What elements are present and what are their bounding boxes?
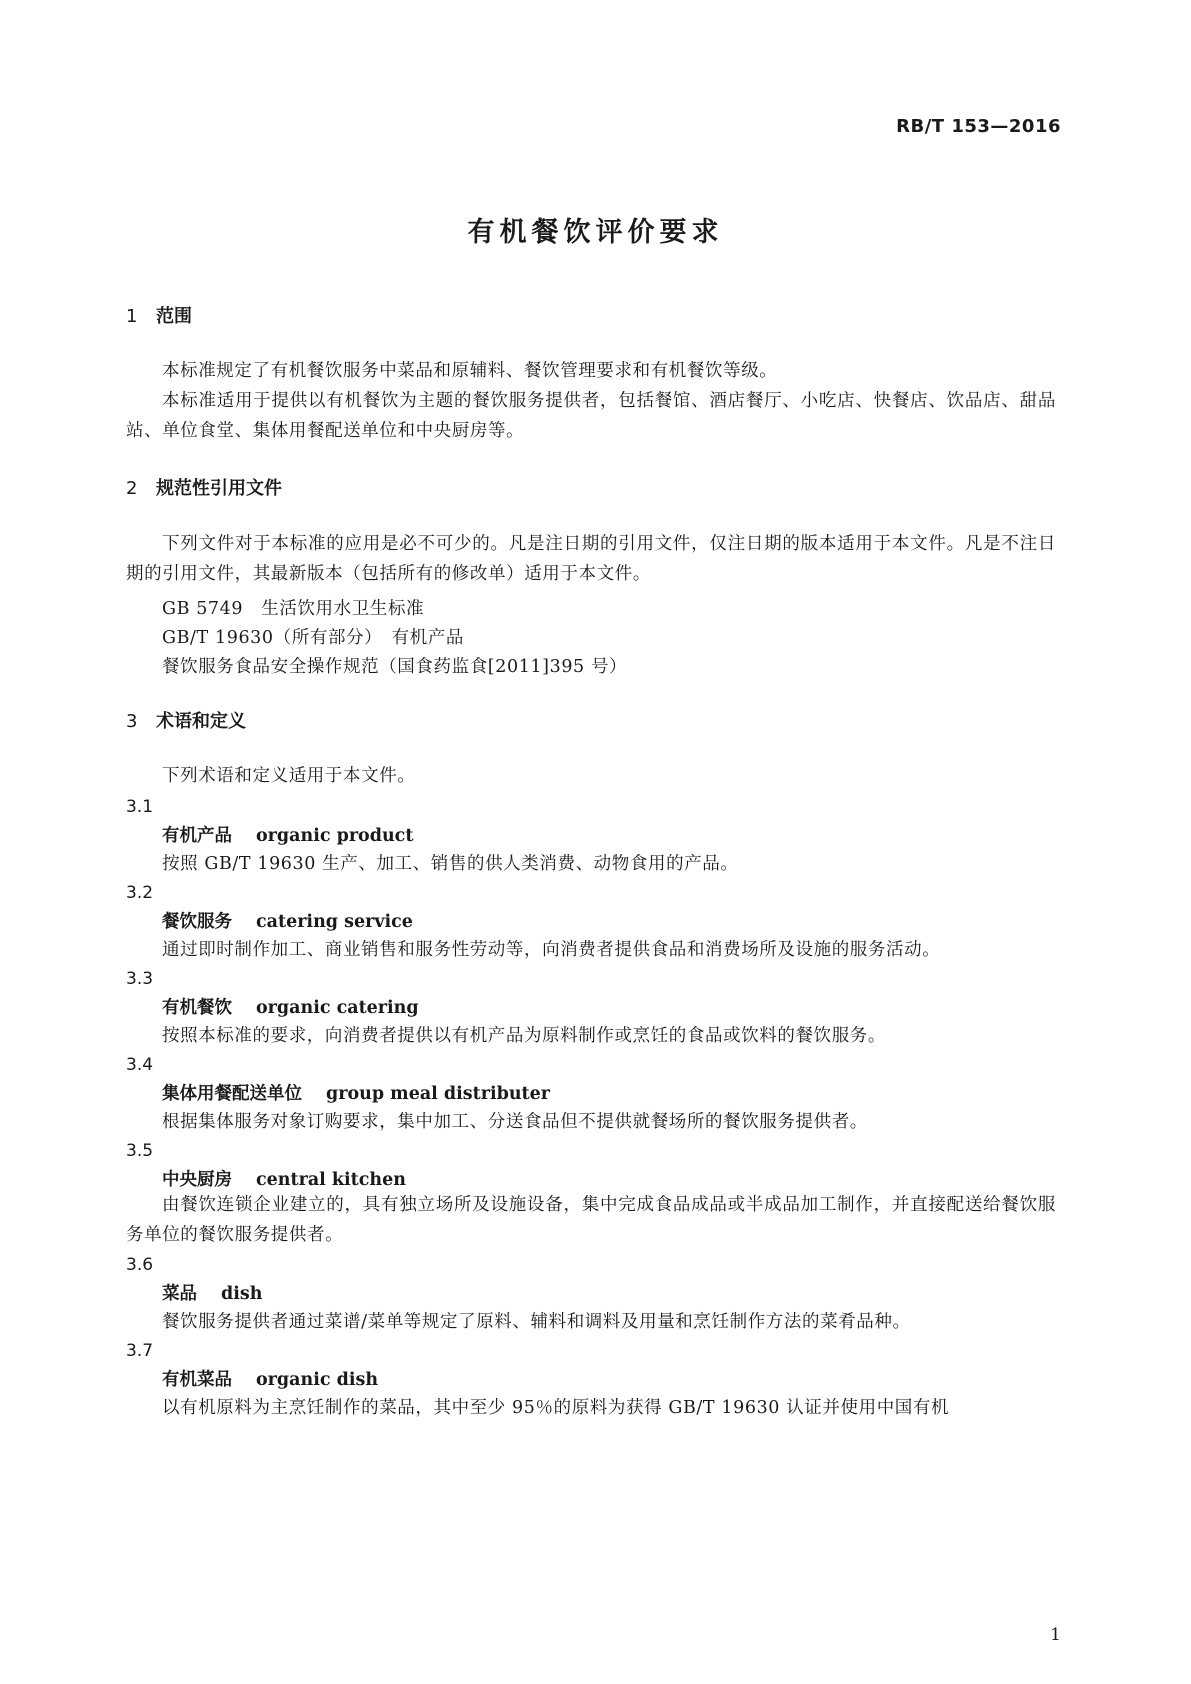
section-number: 3 xyxy=(126,711,138,732)
term-en: dish xyxy=(221,1284,263,1304)
term-zh: 有机餐饮 xyxy=(162,998,232,1018)
section-title: 术语和定义 xyxy=(156,711,246,732)
term-definition: 根据集体服务对象订购要求，集中加工、分送食品但不提供就餐场所的餐饮服务提供者。 xyxy=(162,1112,868,1132)
document-title: 有机餐饮评价要求 xyxy=(467,217,724,248)
term-en: group meal distributer xyxy=(326,1084,550,1104)
reference-item: 餐饮服务食品安全操作规范（国食药监食[2011]395 号） xyxy=(162,657,628,677)
clause-number: 3.6 xyxy=(126,1255,154,1275)
section-title: 范围 xyxy=(156,306,192,327)
term-zh: 有机产品 xyxy=(162,826,232,846)
term-en: organic product xyxy=(256,826,414,846)
clause-number: 3.1 xyxy=(126,797,154,817)
term-en: central kitchen xyxy=(256,1170,406,1190)
term-definition: 通过即时制作加工、商业销售和服务性劳动等，向消费者提供食品和消费场所及设施的服务活动。 xyxy=(162,940,941,960)
term-definition: 餐饮服务提供者通过菜谱/菜单等规定了原料、辅料和调料及用量和烹饪制作方法的菜肴品种。 xyxy=(162,1312,911,1332)
term-en: catering service xyxy=(256,912,413,932)
term-entry xyxy=(162,822,413,847)
standard-code: RB/T 153—2016 xyxy=(896,116,1061,137)
section-number: 1 xyxy=(126,306,138,327)
paragraph: 本标准规定了有机餐饮服务中菜品和原辅料、餐饮管理要求和有机餐饮等级。 xyxy=(162,361,778,381)
term-entry xyxy=(162,1366,378,1391)
term-definition: 由餐饮连锁企业建立的，具有独立场所及设施设备，集中完成食品成品或半成品加工制作，并直接配送给餐饮服务单位的餐饮服务提供者。 xyxy=(126,1195,1056,1245)
term-en: organic dish xyxy=(256,1370,379,1390)
reference-item: GB 5749 生活饮用水卫生标准 xyxy=(162,599,425,619)
paragraph: 下列术语和定义适用于本文件。 xyxy=(162,766,416,786)
clause-number: 3.2 xyxy=(126,883,154,903)
term-entry xyxy=(162,1080,550,1105)
term-zh: 餐饮服务 xyxy=(162,912,232,932)
clause-number: 3.7 xyxy=(126,1341,154,1361)
paragraph: 本标准适用于提供以有机餐饮为主题的餐饮服务提供者，包括餐馆、酒店餐厅、小吃店、快餐店、饮品店、甜品站、单位食堂、集体用餐配送单位和中央厨房等。 xyxy=(126,391,1056,441)
term-definition: 以有机原料为主烹饪制作的菜品，其中至少 95％的原料为获得 GB/T 19630 认证并使用中国有机 xyxy=(162,1398,950,1418)
reference-item: GB/T 19630（所有部分） 有机产品 xyxy=(162,628,464,648)
term-entry xyxy=(162,994,419,1019)
clause-number: 3.4 xyxy=(126,1055,154,1075)
clause-number: 3.3 xyxy=(126,969,154,989)
term-zh: 中央厨房 xyxy=(162,1170,232,1190)
clause-number: 3.5 xyxy=(126,1141,154,1161)
term-zh: 菜品 xyxy=(162,1284,197,1304)
paragraph: 下列文件对于本标准的应用是必不可少的。凡是注日期的引用文件，仅注日期的版本适用于本文件。凡是不注日期的引用文件，其最新版本（包括所有的修改单）适用于本文件。 xyxy=(126,534,1056,584)
term-en: organic catering xyxy=(256,998,419,1018)
section-title: 规范性引用文件 xyxy=(156,478,282,499)
section-heading-terms-definitions xyxy=(126,707,246,733)
section-heading-scope xyxy=(126,302,192,328)
section-heading-normative-references xyxy=(126,474,282,500)
term-entry xyxy=(162,1166,406,1191)
section-number: 2 xyxy=(126,478,138,499)
term-definition: 按照本标准的要求，向消费者提供以有机产品为原料制作或烹饪的食品或饮料的餐饮服务。 xyxy=(162,1026,886,1046)
term-zh: 有机菜品 xyxy=(162,1370,232,1390)
term-entry xyxy=(162,908,413,933)
term-definition: 按照 GB/T 19630 生产、加工、销售的供人类消费、动物食用的产品。 xyxy=(162,854,739,874)
term-zh: 集体用餐配送单位 xyxy=(162,1084,302,1104)
term-entry xyxy=(162,1280,262,1305)
page-number: 1 xyxy=(1050,1625,1061,1645)
